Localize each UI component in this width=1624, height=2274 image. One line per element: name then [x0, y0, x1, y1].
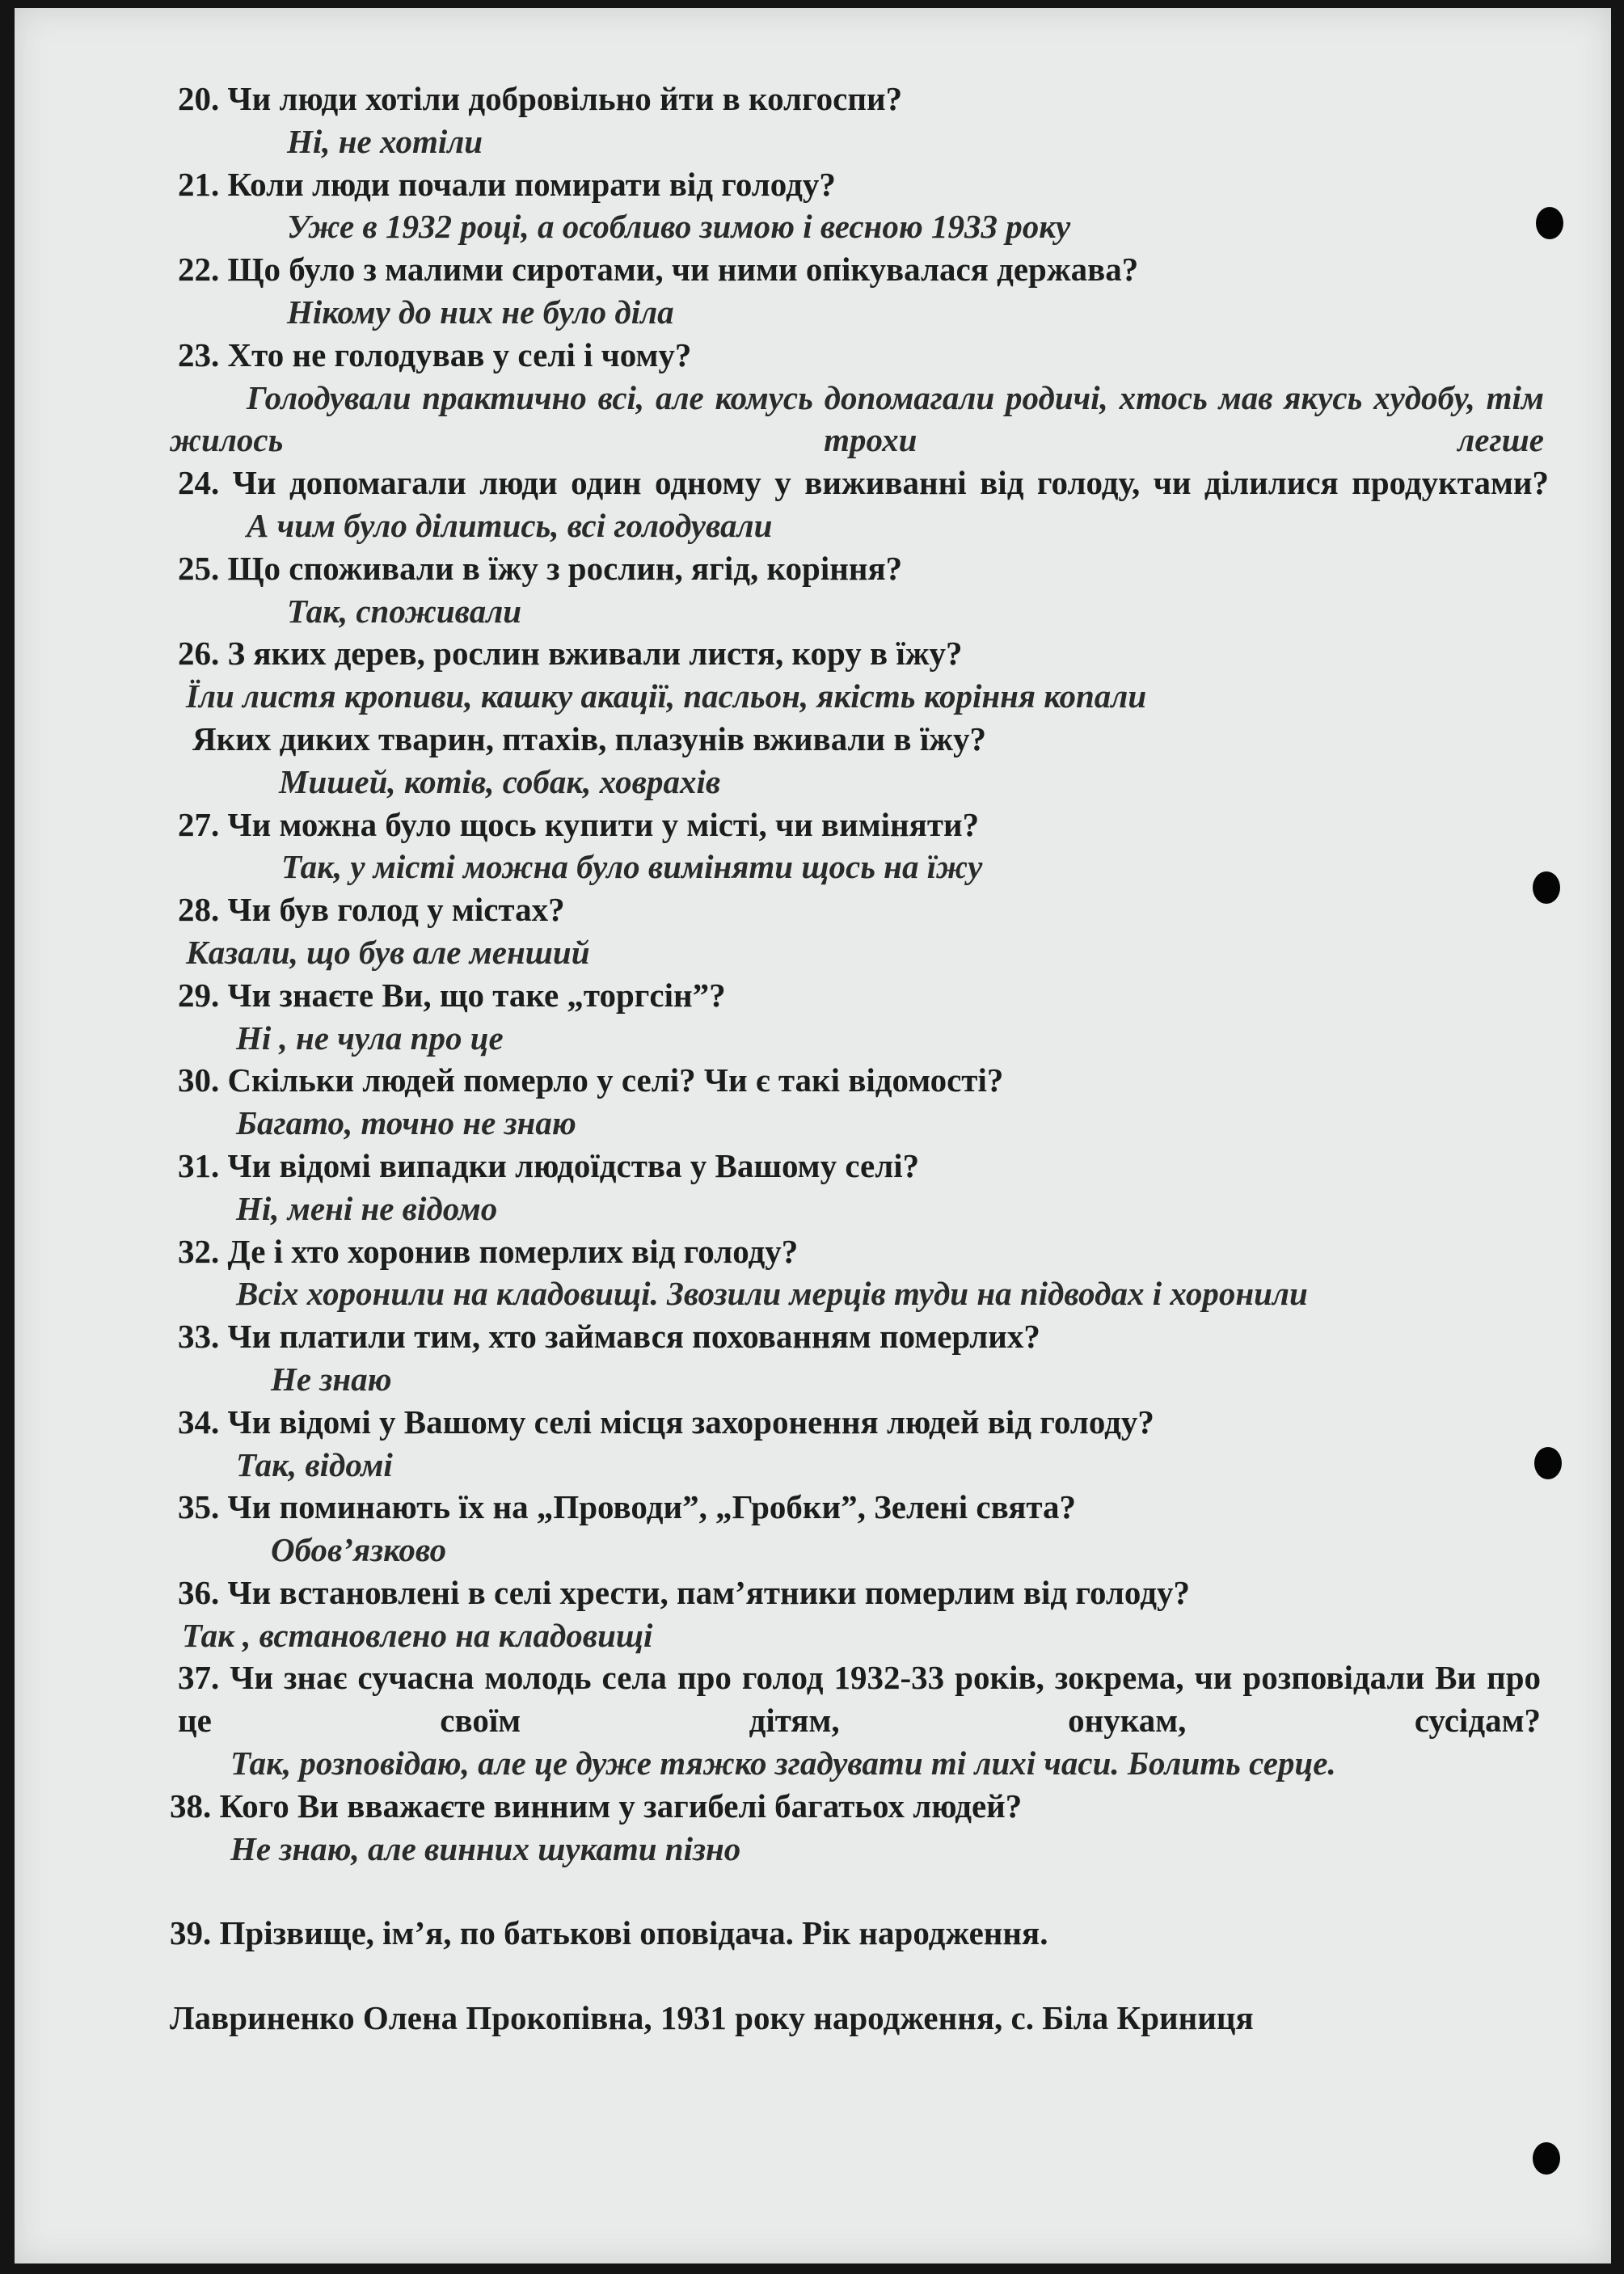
- question-34: 34. Чи відомі у Вашому селі місця захоронення людей від голоду?: [178, 1403, 1154, 1441]
- answer-30: Багато, точно не знаю: [236, 1104, 576, 1142]
- answer-36: Так , встановлено на кладовищі: [182, 1616, 653, 1654]
- question-29: 29. Чи знаєте Ви, що таке „торгсін”?: [178, 976, 726, 1014]
- respondent-info: Лавриненко Олена Прокопівна, 1931 року народження, с. Біла Криниця: [170, 1999, 1254, 2037]
- answer-28: Казали, що був але менший: [186, 933, 590, 971]
- document-page: [15, 8, 1611, 2263]
- question-23: 23. Хто не голодував у селі і чому?: [178, 335, 692, 373]
- question-30: 30. Скільки людей померло у селі? Чи є такі відомості?: [178, 1061, 1004, 1099]
- question-24: 24. Чи допомагали люди один одному у виживанні від голоду, чи ділилися продуктами?: [178, 464, 1549, 502]
- question-21: 21. Коли люди почали помирати від голоду?: [178, 165, 836, 203]
- answer-37: Так, розповідаю, але це дуже тяжко згадувати ті лихі часи. Болить серце.: [230, 1745, 1336, 1782]
- answer-35: Обов’язково: [271, 1531, 447, 1569]
- answer-26: Їли листя кропиви, кашку акації, пасльон, якість коріння копали: [186, 677, 1147, 715]
- answer-23: Голодували практично всі, але комусь допомагали родичі, хтось мав якусь худобу, тім жилось трохи легше: [170, 378, 1544, 459]
- question-37: 37. Чи знає сучасна молодь села про голод 1932-33 років, зокрема, чи розповідали Ви про це своїм дітям, онукам, сусідам?: [178, 1659, 1541, 1740]
- question-26-animals: Яких диких тварин, птахів, плазунів вживали в їжу?: [192, 719, 986, 757]
- answer-25: Так, споживали: [287, 592, 522, 630]
- question-39: 39. Прізвище, ім’я, по батькові оповідача. Рік народження.: [170, 1914, 1048, 1952]
- answer-22: Нікому до них не було діла: [287, 293, 674, 331]
- question-26: 26. З яких дерев, рослин вживали листя, кору в їжу?: [178, 635, 963, 673]
- answer-31: Ні, мені не відомо: [236, 1189, 498, 1227]
- punch-hole: [1533, 2142, 1560, 2175]
- question-27: 27. Чи можна було щось купити у місті, чи виміняти?: [178, 805, 980, 843]
- answer-27: Так, у місті можна було виміняти щось на їжу: [281, 848, 983, 886]
- spacer: [170, 1870, 1549, 1912]
- question-20: 20. Чи люди хотіли добровільно йти в колгоспи?: [178, 80, 903, 117]
- answer-20: Ні, не хотіли: [287, 122, 483, 160]
- question-35: 35. Чи поминають їх на „Проводи”, „Гробки”, Зелені свята?: [178, 1488, 1077, 1526]
- answer-29: Ні , не чула про це: [236, 1019, 504, 1057]
- question-28: 28. Чи був голод у містах?: [178, 891, 565, 929]
- answer-34: Так, відомі: [236, 1445, 393, 1483]
- answer-38: Не знаю, але винних шукати пізно: [230, 1829, 741, 1867]
- question-32: 32. Де і хто хоронив померлих від голоду?: [178, 1232, 799, 1270]
- question-31: 31. Чи відомі випадки людоїдства у Вашому селі?: [178, 1146, 920, 1184]
- question-36: 36. Чи встановлені в селі хрести, пам’ятники померлим від голоду?: [178, 1573, 1190, 1611]
- answer-32: Всіх хоронили на кладовищі. Звозили мерців туди на підводах і хоронили: [236, 1275, 1308, 1313]
- answer-21: Уже в 1932 році, а особливо зимою і весною 1933 року: [287, 208, 1071, 246]
- spacer: [170, 1955, 1549, 1997]
- question-25: 25. Що споживали в їжу з рослин, ягід, коріння?: [178, 549, 903, 587]
- answer-26-animals: Мишей, котів, собак, ховрахів: [279, 762, 721, 800]
- question-38: 38. Кого Ви вважаєте винним у загибелі багатьох людей?: [170, 1787, 1023, 1825]
- question-33: 33. Чи платили тим, хто займався похованням померлих?: [178, 1318, 1040, 1356]
- answer-24: А чим було ділитись, всі голодували: [247, 506, 773, 544]
- answer-33: Не знаю: [271, 1360, 392, 1398]
- question-22: 22. Що було з малими сиротами, чи ними опікувалася держава?: [178, 251, 1139, 289]
- questionnaire: [170, 78, 1549, 2040]
